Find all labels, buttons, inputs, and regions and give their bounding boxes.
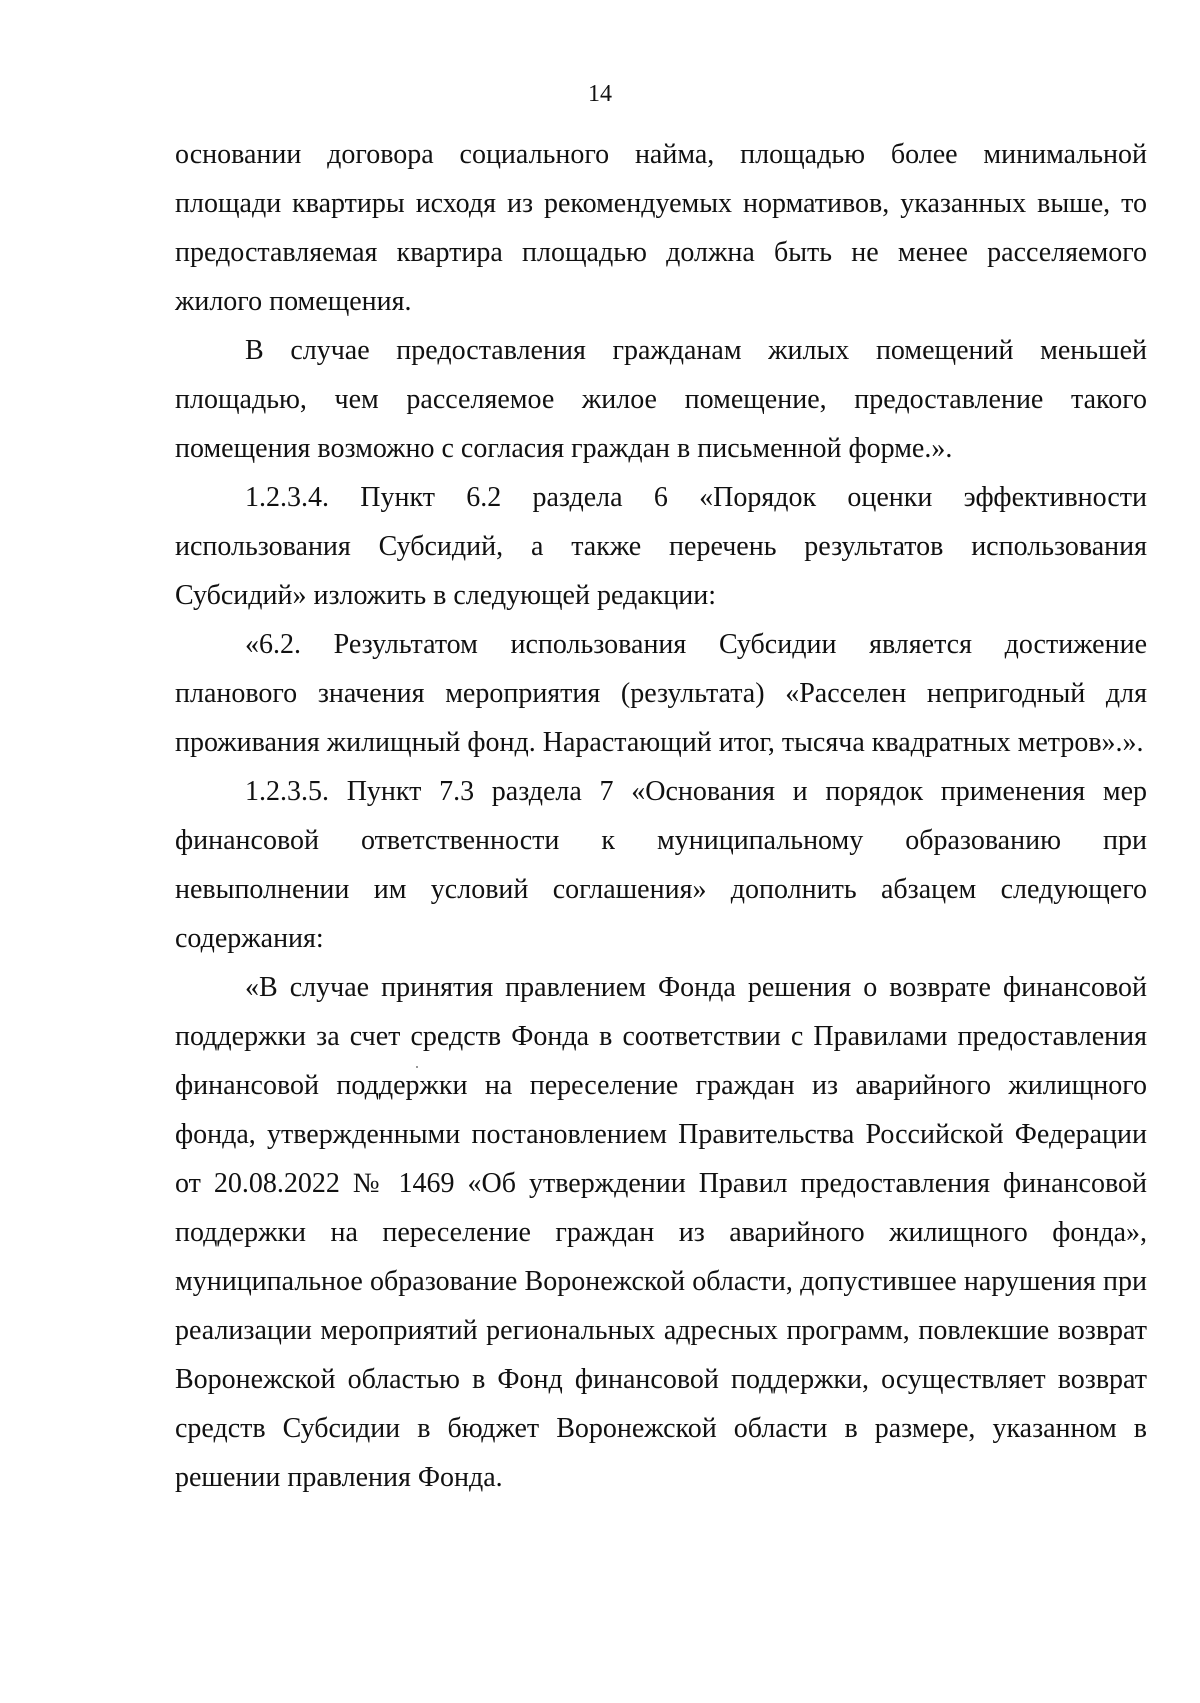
paragraph-4: «6.2. Результатом использования Субсидии является достижение планового значения мероприятия (результата) «Расселен непригодный для проживания жилищный фонд. Нарастающий итог, тысяча квадратных метров».». — [175, 629, 1147, 758]
paragraph-3: 1.2.3.4. Пункт 6.2 раздела 6 «Порядок оценки эффективности использования Субсидий, а также перечень результатов использования Субсидий» изложить в следующей редакции: — [175, 482, 1147, 611]
page-number: 14 — [588, 81, 612, 107]
paragraph-1: основании договора социального найма, площадью более минимальной площади квартиры исходя из рекомендуемых нормативов, указанных выше, то предоставляемая квартира площадью должна быть не менее расселяемого жилого помещения. — [175, 139, 1147, 317]
scan-speck — [416, 1066, 418, 1068]
paragraph-5: 1.2.3.5. Пункт 7.3 раздела 7 «Основания и порядок применения мер финансовой ответственности к муниципальному образованию при невыполнении им условий соглашения» дополнить абзацем следующего содержания: — [175, 776, 1147, 954]
document-body — [175, 130, 1147, 1502]
paragraph-2: В случае предоставления гражданам жилых помещений меньшей площадью, чем расселяемое жилое помещение, предоставление такого помещения возможно с согласия граждан в письменной форме.». — [175, 335, 1147, 464]
paragraph-6: «В случае принятия правлением Фонда решения о возврате финансовой поддержки за счет средств Фонда в соответствии с Правилами предоставления финансовой поддержки на переселение граждан из аварийного жилищного фонда, утвержденными постановлением Правительства Российской Федерации от 20.08.2022 № 1469 «Об утверждении Правил предоставления финансовой поддержки на переселение граждан из аварийного жилищного фонда», муниципальное образование Воронежской области, допустившее нарушения при реализации мероприятий региональных адресных программ, повлекшие возврат Воронежской областью в Фонд финансовой поддержки, осуществляет возврат средств Субсидии в бюджет Воронежской области в размере, указанном в решении правления Фонда. — [175, 972, 1147, 1493]
